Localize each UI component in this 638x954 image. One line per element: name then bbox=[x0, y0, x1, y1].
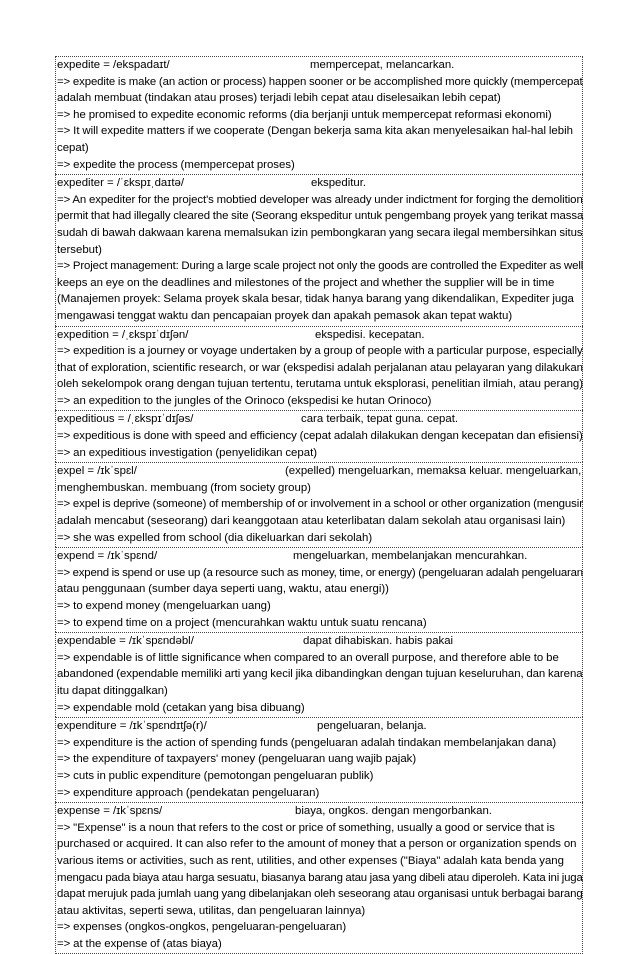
entry-text-line: => at the expense of (atas biaya) bbox=[57, 937, 222, 950]
entry-text-line: abandoned (expendable memiliki arti yang kecil jika dibandingkan dengan tujuan keseluruhan, dan karena bbox=[57, 668, 583, 681]
entry-text-line: permit that had illegally cleared the site (Seorang ekspeditur untuk pengembang proyek yang terikat massa bbox=[57, 210, 584, 223]
entry-text-line: => An expediter for the project's mobtied developer was already under indictment for forging the demolition bbox=[57, 193, 583, 206]
entry-text-line: keeps an eye on the deadlines and milestones of the project and whether the supplier will be in time bbox=[57, 276, 555, 289]
entry-header bbox=[57, 803, 582, 820]
entry-header bbox=[57, 463, 582, 480]
dictionary-entry bbox=[55, 410, 583, 462]
entry-word-pronunciation: expedition = /ˌɛkspɪˈdɪʃən/ bbox=[57, 328, 189, 341]
entry-text-line: oleh sekelompok orang dengan tujuan tertentu, terutama untuk eksplorasi, penelitian ilmiah, atau perang) bbox=[57, 378, 584, 391]
entry-word-pronunciation: expense = /ɪkˈspɛns/ bbox=[57, 805, 163, 818]
entry-meaning: dapat dihabiskan. habis pakai bbox=[303, 635, 454, 648]
entry-text-line: => expend is spend or use up (a resource such as money, time, or energy) (pengeluaran adalah pengeluaran bbox=[57, 566, 583, 579]
entry-text-line: that of exploration, scientific research, or war (ekspedisi adalah perjalanan atau pelayaran yang dilakukan bbox=[57, 361, 583, 374]
entry-text-line: => "Expense" is a noun that refers to the cost or price of something, usually a good or service that is bbox=[57, 821, 555, 834]
entry-header bbox=[57, 718, 582, 735]
entry-text-line: => expeditious is done with speed and efficiency (cepat adalah dilakukan dengan kecepatan dan efisiensi) bbox=[57, 430, 583, 443]
entry-text-line: sudah di bawah dakwaan karena memalsukan izin pembongkaran yang secara ilegal membersihkan situs bbox=[57, 226, 583, 239]
entry-text-line: adalah mencabut (seseorang) dari keanggotaan atau keterlibatan dalam sekolah atau organisasi lain) bbox=[57, 515, 566, 528]
dictionary-entry bbox=[55, 462, 583, 547]
entry-header bbox=[57, 327, 582, 344]
entry-text-line: itu dapat ditinggalkan) bbox=[57, 684, 168, 697]
entry-text-line: various items or activities, such as rent, utilities, and other expenses ("Biaya" adalah kata benda yang bbox=[57, 854, 564, 867]
entry-header bbox=[57, 57, 582, 74]
entry-word-pronunciation: expediter = /ˈɛkspɪˌdaɪtə/ bbox=[57, 177, 184, 190]
entry-text-line: mengacu pada biaya atau harga sesuatu, biasanya barang atau jasa yang dibeli atau diperoleh. Kata ini juga bbox=[57, 871, 583, 884]
entry-text-line: => the expenditure of taxpayers' money (pengeluaran uang wajib pajak) bbox=[57, 753, 417, 766]
entry-meaning: (expelled) mengeluarkan, memaksa keluar. mengeluarkan, bbox=[285, 465, 582, 478]
dictionary-entry bbox=[55, 717, 583, 802]
entry-text-line: => Project management: During a large scale project not only the goods are controlled the Expediter as well bbox=[57, 260, 584, 273]
dictionary-entry bbox=[55, 174, 583, 325]
entry-text-line: => expedite the process (mempercepat proses) bbox=[57, 158, 295, 171]
entry-text-line: atau penggunaan (sumber daya seperti uang, waktu, atau energi)) bbox=[57, 583, 389, 596]
entry-text-line: => expenditure approach (pendekatan pengeluaran) bbox=[57, 786, 320, 799]
entry-meaning: ekspedisi. kecepatan. bbox=[315, 328, 425, 341]
entry-text-line: => he promised to expedite economic reforms (dia berjanji untuk mempercepat reformasi ekonomi) bbox=[57, 108, 552, 121]
entry-text-line: => expenditure is the action of spending funds (pengeluaran adalah tindakan membelanjakan dana) bbox=[57, 736, 557, 749]
entry-header bbox=[57, 411, 582, 428]
dictionary-entry bbox=[55, 632, 583, 717]
entry-text-line: => It will expedite matters if we cooperate (Dengan bekerja sama kita akan menyelesaikan hal-hal lebih bbox=[57, 125, 573, 138]
entry-text-line: => she was expelled from school (dia dikeluarkan dari sekolah) bbox=[57, 531, 373, 544]
entry-text-line: => to expend money (mengeluarkan uang) bbox=[57, 600, 271, 612]
entry-text-line: => expedition is a journey or voyage undertaken by a group of people with a particular purpose, especially bbox=[57, 345, 583, 358]
entry-meaning: mengeluarkan, membelanjakan mencurahkan. bbox=[293, 550, 528, 563]
entry-text-line: menghembuskan. membuang (from society group) bbox=[57, 481, 311, 494]
entry-text-line: => expel is deprive (someone) of membership of or involvement in a school or other organization (mengusir bbox=[57, 498, 583, 511]
entry-text-line: atau aktivitas, seperti sewa, utilitas, dan pengeluaran lainnya) bbox=[57, 904, 366, 917]
entry-meaning: mempercepat, melancarkan. bbox=[310, 59, 455, 71]
entry-text-line: => an expedition to the jungles of the Orinoco (ekspedisi ke hutan Orinoco) bbox=[57, 394, 432, 407]
entry-text-line: => expenses (ongkos-ongkos, pengeluaran-pengeluaran) bbox=[57, 921, 347, 934]
dictionary-entry bbox=[55, 802, 583, 954]
dictionary-entry bbox=[55, 56, 583, 174]
dictionary-entry bbox=[55, 326, 583, 411]
entry-text-line: adalah membuat (tindakan atau proses) terjadi lebih cepat atau diselesaikan lebih cepat) bbox=[57, 92, 501, 105]
entry-text-line: => cuts in public expenditure (pemotongan pengeluaran publik) bbox=[57, 769, 374, 782]
entry-word-pronunciation: expend = /ɪkˈspɛnd/ bbox=[57, 550, 158, 563]
entry-meaning: cara terbaik, tepat guna. cepat. bbox=[301, 413, 459, 426]
entry-text-line: cepat) bbox=[57, 141, 89, 154]
entry-text-line: (Manajemen proyek: Selama proyek skala besar, tidak hanya barang yang dikendalikan, Expediter juga bbox=[57, 293, 574, 306]
entry-text-line: tersebut) bbox=[57, 243, 102, 256]
entry-text-line: purchased or acquired. It can also refer to the amount of money that a person or organization spends on bbox=[57, 838, 577, 851]
dictionary-entry bbox=[55, 547, 583, 632]
entry-text-line: => expendable mold (cetakan yang bisa dibuang) bbox=[57, 701, 305, 714]
entry-word-pronunciation: expel = /ɪkˈspɛl/ bbox=[57, 465, 137, 478]
entry-word-pronunciation: expedite = /ekspadaɪt/ bbox=[57, 59, 170, 71]
entry-header bbox=[57, 175, 582, 192]
entry-text-line: => expendable is of little significance when compared to an overall purpose, and therefore able to be bbox=[57, 651, 559, 664]
entry-header bbox=[57, 548, 582, 565]
entry-meaning: pengeluaran, belanja. bbox=[317, 720, 427, 733]
entry-text-line: dapat merujuk pada jumlah uang yang dibelanjakan oleh seseorang atau organisasi untuk berbagai barang bbox=[57, 888, 583, 901]
entry-word-pronunciation: expendable = /ɪkˈspɛndəbl/ bbox=[57, 635, 194, 648]
entry-text-line: => expedite is make (an action or process) happen sooner or be accomplished more quickly (mempercepat bbox=[57, 75, 583, 88]
entry-word-pronunciation: expeditious = /ˌɛkspɪˈdɪʃəs/ bbox=[57, 413, 194, 426]
entry-meaning: biaya, ongkos. dengan mengorbankan. bbox=[295, 805, 492, 818]
entry-meaning: ekspeditur. bbox=[311, 177, 367, 190]
entry-word-pronunciation: expenditure = /ɪkˈspɛndɪtʃə(r)/ bbox=[57, 720, 207, 733]
dictionary-document bbox=[55, 56, 583, 954]
entry-text-line: => to expend time on a project (mencurahkan waktu untuk suatu rencana) bbox=[57, 616, 427, 629]
entry-header bbox=[57, 633, 582, 650]
entry-text-line: mengawasi tenggat waktu dan pencapaian proyek dan apakah pemasok akan tepat waktu) bbox=[57, 309, 513, 322]
entry-text-line: => an expeditious investigation (penyelidikan cepat) bbox=[57, 446, 318, 459]
